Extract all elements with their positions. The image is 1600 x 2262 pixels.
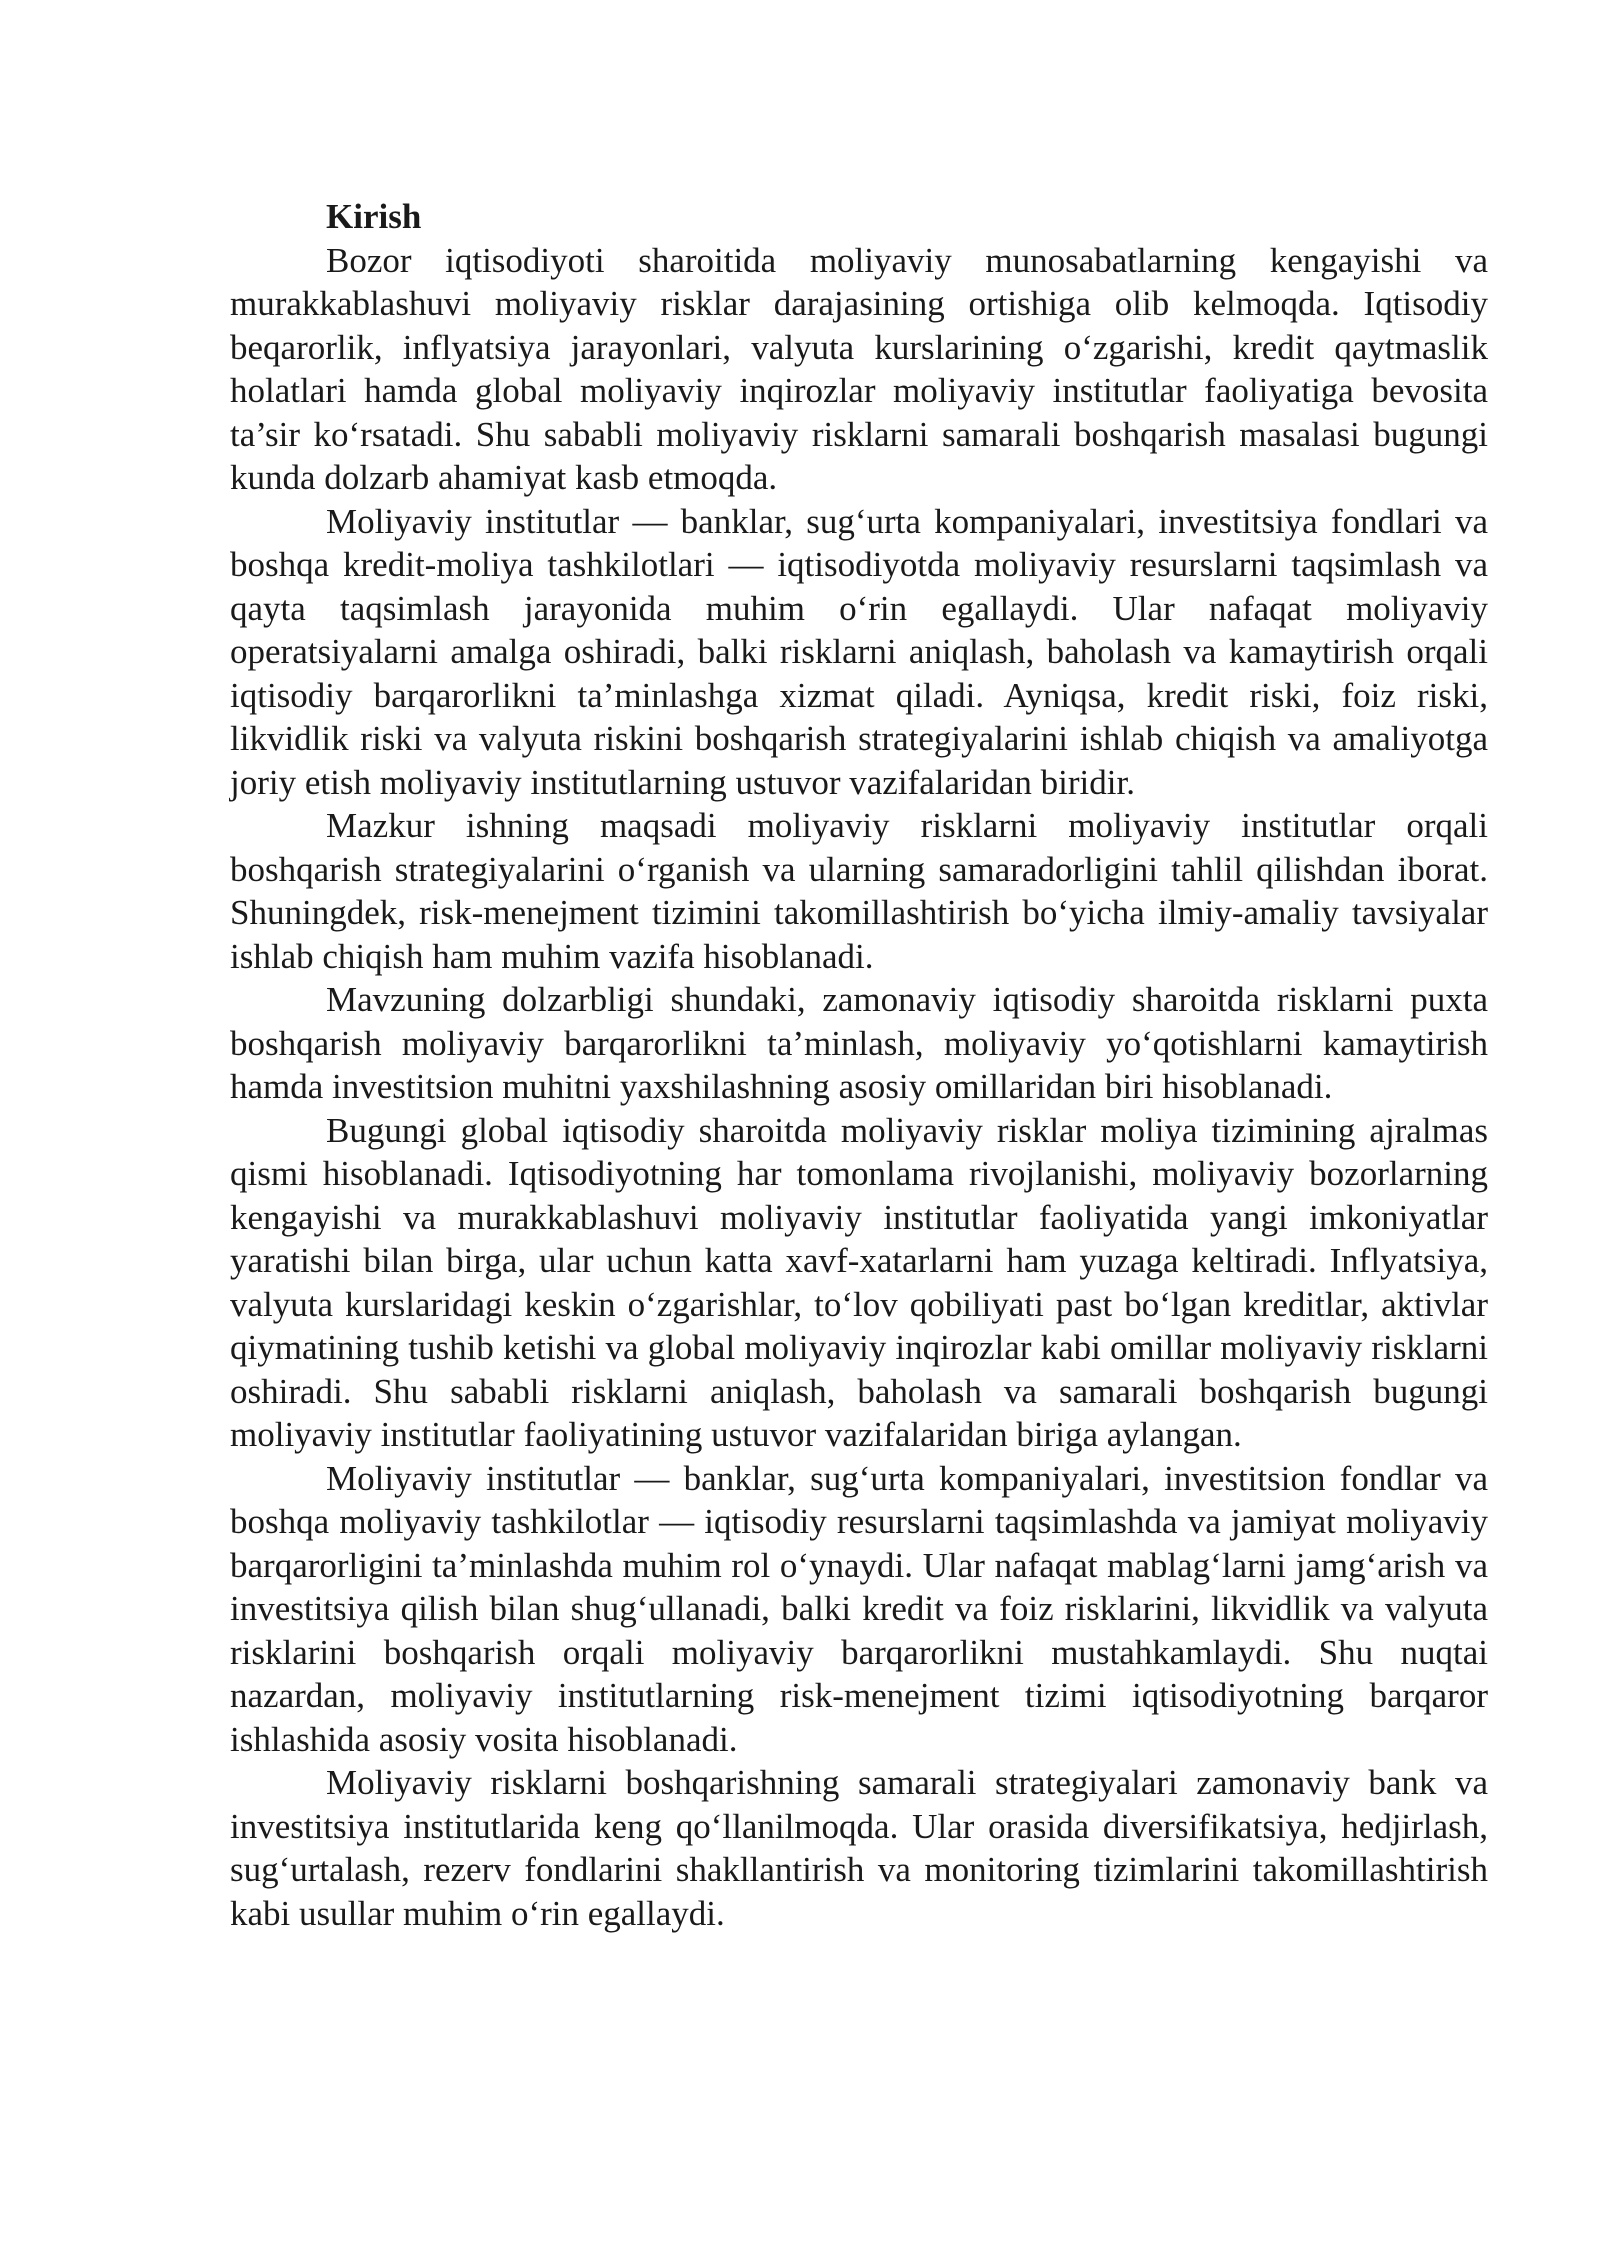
paragraph-3: Mazkur ishning maqsadi moliyaviy risklarni moliyaviy institutlar orqali boshqarish strategiyalarini o‘rganish va ularning samaradorligini tahlil qilishdan iborat. Shuningdek, risk-menejment tizimini takomillashtirish bo‘yicha ilmiy-amaliy tavsiyalar ishlab chiqish ham muhim vazifa hisoblanadi. <box>230 806 1488 976</box>
paragraph-6: Moliyaviy institutlar — banklar, sug‘urta kompaniyalari, investitsion fondlar va boshqa moliyaviy tashkilotlar — iqtisodiy resurslarni taqsimlashda va jamiyat moliyaviy barqarorligini ta’minlashda muhim rol o‘ynaydi. Ular nafaqat mablag‘larni jamg‘arish va investitsiya qilish bilan shug‘ullanadi, balki kredit va foiz risklarini, likvidlik va valyuta risklarini boshqarish orqali moliyaviy barqarorlikni mustahkamlaydi. Shu nuqtai nazardan, moliyaviy institutlarning risk-menejment tizimi iqtisodiyotning barqaror ishlashida asosiy vosita hisoblanadi. <box>230 1458 1488 1759</box>
paragraph-2: Moliyaviy institutlar — banklar, sug‘urta kompaniyalari, investitsiya fondlari va boshqa kredit-moliya tashkilotlari — iqtisodiyotda moliyaviy resurslarni taqsimlash va qayta taqsimlash jarayonida muhim o‘rin egallaydi. Ular nafaqat moliyaviy operatsiyalarni amalga oshiradi, balki risklarni aniqlash, baholash va kamaytirish orqali iqtisodiy barqarorlikni ta’minlashga xizmat qiladi. Ayniqsa, kredit riski, foiz riski, likvidlik riski va valyuta riskini boshqarish strategiyalarini ishlab chiqish va amaliyotga joriy etish moliyaviy institutlarning ustuvor vazifalaridan biridir. <box>230 501 1488 802</box>
section-heading: Kirish <box>326 197 422 236</box>
document-body <box>230 195 1488 1935</box>
paragraph-1: Bozor iqtisodiyoti sharoitida moliyaviy munosabatlarning kengayishi va murakkablashuvi moliyaviy risklar darajasining ortishiga olib kelmoqda. Iqtisodiy beqarorlik, inflyatsiya jarayonlari, valyuta kurslarining o‘zgarishi, kredit qaytmaslik holatlari hamda global moliyaviy inqirozlar moliyaviy institutlar faoliyatiga bevosita ta’sir ko‘rsatadi. Shu sababli moliyaviy risklarni samarali boshqarish masalasi bugungi kunda dolzarb ahamiyat kasb etmoqda. <box>230 240 1488 497</box>
paragraph-5: Bugungi global iqtisodiy sharoitda moliyaviy risklar moliya tizimining ajralmas qismi hisoblanadi. Iqtisodiyotning har tomonlama rivojlanishi, moliyaviy bozorlarning kengayishi va murakkablashuvi moliyaviy institutlar faoliyatida yangi imkoniyatlar yaratishi bilan birga, ular uchun katta xavf-xatarlarni ham yuzaga keltiradi. Inflyatsiya, valyuta kurslaridagi keskin o‘zgarishlar, to‘lov qobiliyati past bo‘lgan kreditlar, aktivlar qiymatining tushib ketishi va global moliyaviy inqirozlar kabi omillar moliyaviy risklarni oshiradi. Shu sababli risklarni aniqlash, baholash va samarali boshqarish bugungi moliyaviy institutlar faoliyatining ustuvor vazifalaridan biriga aylangan. <box>230 1110 1488 1454</box>
paragraph-7: Moliyaviy risklarni boshqarishning samarali strategiyalari zamonaviy bank va investitsiya institutlarida keng qo‘llanilmoqda. Ular orasida diversifikatsiya, hedjirlash, sug‘urtalash, rezerv fondlarini shakllantirish va monitoring tizimlarini takomillashtirish kabi usullar muhim o‘rin egallaydi. <box>230 1763 1488 1933</box>
paragraph-4: Mavzuning dolzarbligi shundaki, zamonaviy iqtisodiy sharoitda risklarni puxta boshqarish moliyaviy barqarorlikni ta’minlash, moliyaviy yo‘qotishlarni kamaytirish hamda investitsion muhitni yaxshilashning asosiy omillaridan biri hisoblanadi. <box>230 980 1488 1106</box>
